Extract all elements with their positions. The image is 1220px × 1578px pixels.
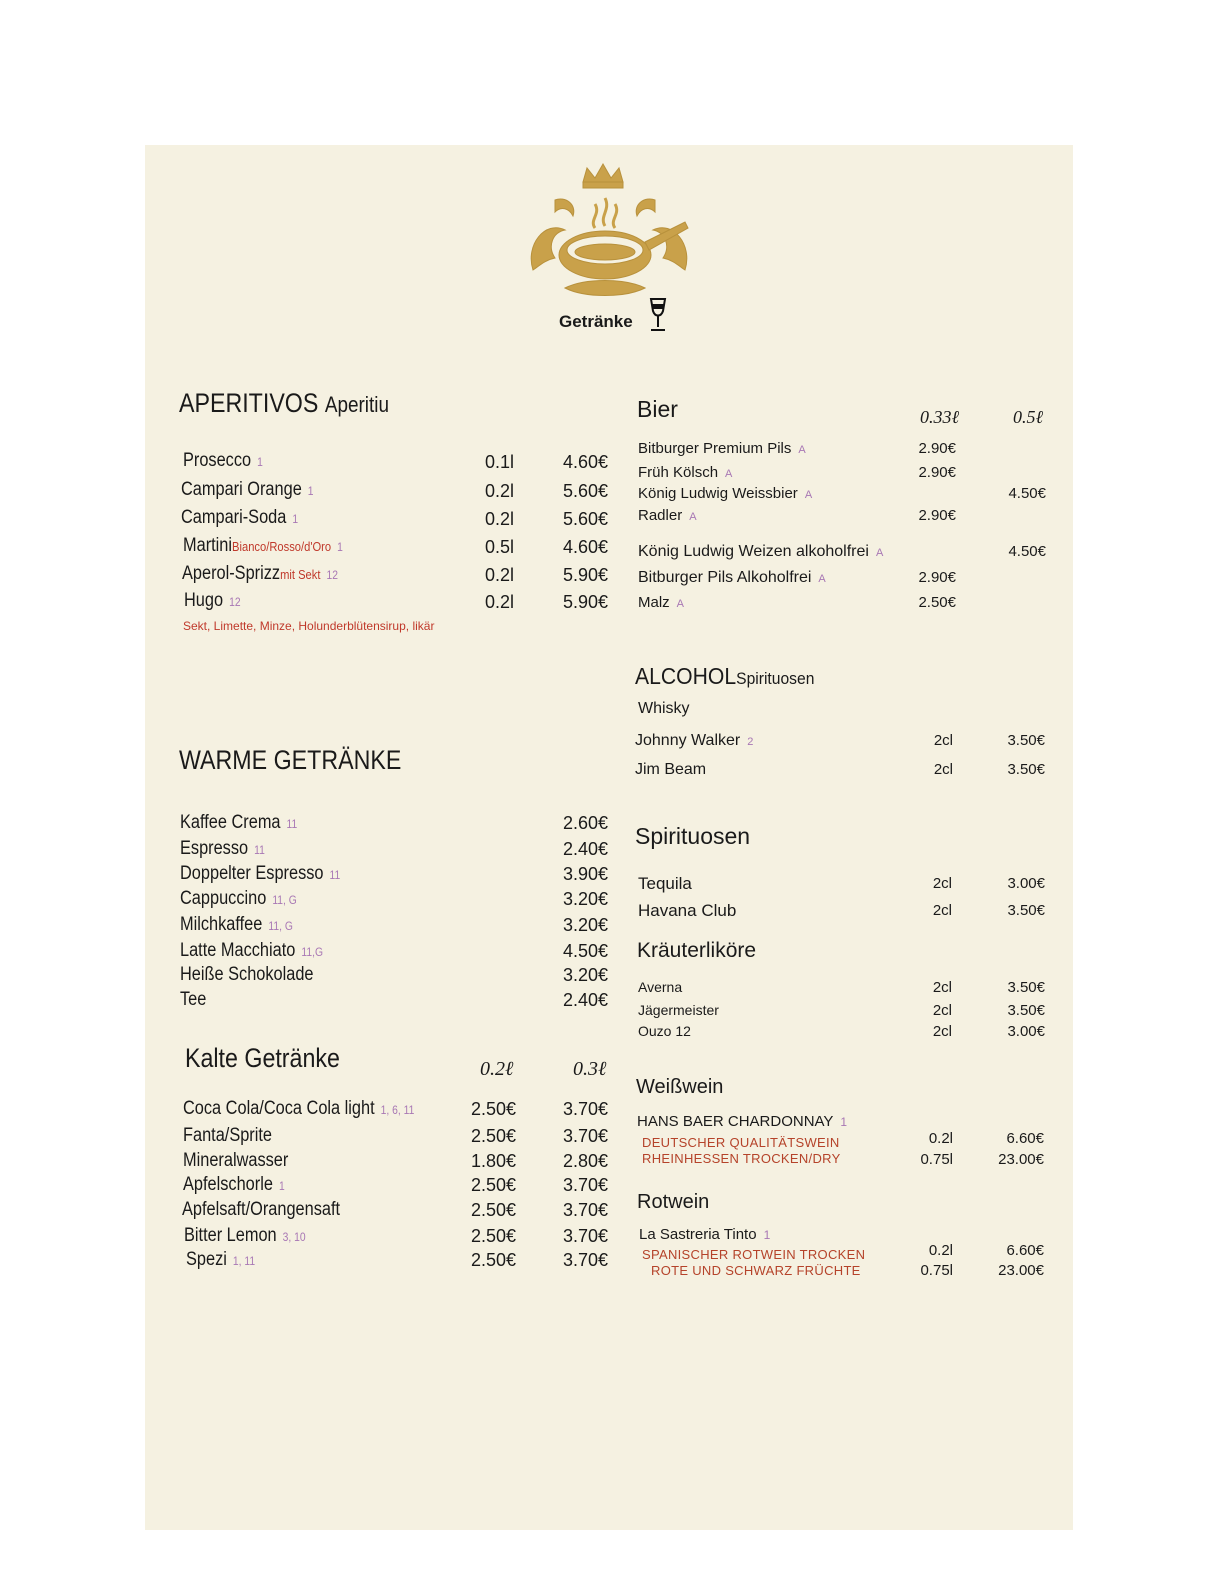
bier-title: Bier bbox=[637, 396, 678, 422]
aperitivo-name: Aperol-Sprizz bbox=[182, 563, 281, 584]
warme-item bbox=[180, 940, 323, 962]
rotwein-title: Rotwein bbox=[637, 1191, 710, 1213]
warme-item bbox=[180, 989, 206, 1011]
warme-item bbox=[180, 888, 297, 910]
aperitivo-item bbox=[181, 479, 314, 501]
warme-allergen: 11 bbox=[286, 817, 298, 831]
aperitivo-item bbox=[183, 535, 343, 557]
bier-col1-header: 0.33ℓ bbox=[920, 407, 959, 427]
warme-allergen: 11, G bbox=[272, 893, 297, 907]
kalte-name: Mineralwasser bbox=[183, 1150, 289, 1171]
bier-name: Bitburger Premium Pils bbox=[638, 440, 792, 457]
kalte-item bbox=[183, 1125, 272, 1147]
kalte-price-03: 3.70€ bbox=[562, 1099, 608, 1119]
kraeuter-price: 3.50€ bbox=[1007, 1002, 1045, 1019]
bier-name: Bitburger Pils Alkoholfrei bbox=[638, 569, 812, 586]
bier-item bbox=[638, 485, 812, 502]
bier-price-05: 4.50€ bbox=[1008, 543, 1046, 560]
spirituose-vol: 2cl bbox=[932, 875, 952, 892]
spirituose-vol: 2cl bbox=[932, 902, 952, 919]
aperitivo-allergen: 1 bbox=[257, 455, 263, 469]
warme-price: 2.60€ bbox=[562, 813, 608, 833]
logo-label: Getränke bbox=[559, 312, 633, 331]
whisky-vol: 2cl bbox=[933, 761, 953, 778]
warme-name: Milchkaffee bbox=[180, 914, 263, 935]
warme-price: 3.20€ bbox=[562, 915, 608, 935]
whisky-price: 3.50€ bbox=[1007, 732, 1045, 749]
kalte-name: Bitter Lemon bbox=[184, 1225, 277, 1246]
kraeuter-price: 3.50€ bbox=[1007, 979, 1045, 996]
whisky-label: Whisky bbox=[638, 700, 690, 717]
aperitivo-price: 4.60€ bbox=[562, 537, 608, 557]
weisswein-name: HANS BAER CHARDONNAY 1 bbox=[637, 1113, 848, 1130]
aperitivo-vol: 0.2l bbox=[485, 509, 515, 529]
warme-item bbox=[180, 863, 340, 885]
bier-price-033: 2.90€ bbox=[918, 569, 956, 586]
aperitivo-price: 4.60€ bbox=[562, 452, 608, 472]
aperitivo-item bbox=[181, 507, 298, 529]
warme-price: 3.90€ bbox=[562, 864, 608, 884]
kalte-item bbox=[183, 1150, 288, 1172]
aperitivo-name: Campari-Soda bbox=[181, 507, 287, 528]
aperitivo-allergen: 12 bbox=[326, 568, 338, 582]
kraeuter-price: 3.00€ bbox=[1007, 1023, 1045, 1040]
warme-price: 3.20€ bbox=[562, 965, 608, 985]
warme-item bbox=[180, 964, 314, 986]
kraeuter-name: Jägermeister bbox=[638, 1002, 719, 1018]
aperitivo-allergen: 12 bbox=[229, 595, 241, 609]
weisswein-vol2: 0.75l bbox=[920, 1151, 953, 1168]
kalte-allergen: 3, 10 bbox=[282, 1230, 306, 1244]
kalte-item bbox=[186, 1249, 255, 1271]
kraeuter-vol: 2cl bbox=[932, 1002, 952, 1019]
warme-price: 4.50€ bbox=[562, 941, 608, 961]
warme-name: Latte Macchiato bbox=[180, 940, 296, 961]
bier-item bbox=[638, 594, 684, 611]
aperitivo-vol: 0.2l bbox=[485, 565, 515, 585]
warme-allergen: 11 bbox=[254, 843, 265, 857]
bier-col2-header: 0.5ℓ bbox=[1013, 407, 1043, 427]
bier-price-05: 4.50€ bbox=[1008, 485, 1046, 502]
weisswein-price1: 6.60€ bbox=[1006, 1130, 1044, 1147]
whisky-name: Johnny Walker bbox=[635, 732, 741, 749]
whisky-name: Jim Beam bbox=[635, 761, 707, 778]
bier-allergen: A bbox=[798, 444, 806, 456]
bier-price-033: 2.90€ bbox=[918, 464, 956, 481]
rotwein-vol2: 0.75l bbox=[920, 1262, 953, 1279]
kalte-price-02: 2.50€ bbox=[470, 1200, 516, 1220]
warme-title: WARME GETRÄNKE bbox=[179, 745, 402, 775]
warme-price: 2.40€ bbox=[562, 990, 608, 1010]
warme-name: Cappuccino bbox=[180, 888, 267, 909]
bier-item bbox=[638, 543, 883, 561]
kalte-allergen: 1, 6, 11 bbox=[380, 1103, 415, 1117]
weisswein-vol1: 0.2l bbox=[928, 1130, 953, 1147]
bier-price-033: 2.90€ bbox=[918, 507, 956, 524]
bier-name: König Ludwig Weizen alkoholfrei bbox=[638, 543, 869, 560]
kalte-title: Kalte Getränke bbox=[185, 1043, 340, 1073]
rotwein-vol1: 0.2l bbox=[928, 1242, 953, 1259]
kalte-col2-header: 0.3ℓ bbox=[573, 1058, 607, 1080]
bier-name: Malz bbox=[638, 594, 670, 611]
weisswein-price2: 23.00€ bbox=[998, 1151, 1044, 1168]
kalte-price-03: 3.70€ bbox=[562, 1126, 608, 1146]
bier-item bbox=[638, 569, 826, 587]
spirituosen-title: Spirituosen bbox=[635, 823, 751, 849]
warme-item bbox=[180, 914, 293, 936]
aperitivo-note: Bianco/Rosso/d'Oro bbox=[232, 539, 332, 554]
kalte-name: Apfelschorle bbox=[183, 1174, 273, 1195]
spirituose-price: 3.50€ bbox=[1007, 902, 1045, 919]
rotwein-desc2: ROTE UND SCHWARZ FRÜCHTE bbox=[651, 1263, 861, 1278]
aperitivo-name: Martini bbox=[183, 535, 233, 556]
kraeuter-name: Ouzo 12 bbox=[638, 1023, 691, 1039]
aperitivo-vol: 0.2l bbox=[485, 592, 515, 612]
kalte-price-02: 1.80€ bbox=[470, 1151, 516, 1171]
aperitivo-price: 5.60€ bbox=[562, 509, 608, 529]
kalte-item bbox=[183, 1098, 414, 1120]
kalte-price-03: 3.70€ bbox=[562, 1226, 608, 1246]
kraeuter-vol: 2cl bbox=[932, 979, 952, 996]
aperitivo-item bbox=[184, 590, 241, 612]
kraeuter-name: Averna bbox=[638, 979, 683, 995]
bier-price-033: 2.90€ bbox=[918, 440, 956, 457]
kalte-price-03: 3.70€ bbox=[562, 1250, 608, 1270]
whisky-vol: 2cl bbox=[933, 732, 953, 749]
whisky-item bbox=[635, 761, 706, 779]
whisky-item bbox=[635, 732, 753, 750]
warme-price: 3.20€ bbox=[562, 889, 608, 909]
kalte-allergen: 1 bbox=[278, 1179, 285, 1193]
kalte-price-03: 3.70€ bbox=[562, 1175, 608, 1195]
kalte-name: Spezi bbox=[186, 1249, 227, 1270]
aperitivo-vol: 0.2l bbox=[485, 481, 515, 501]
spirituose-price: 3.00€ bbox=[1007, 875, 1045, 892]
kalte-name: Coca Cola/Coca Cola light bbox=[183, 1098, 375, 1119]
alcohol-title: ALCOHOLSpirituosen bbox=[635, 663, 815, 689]
bier-allergen: A bbox=[676, 598, 685, 610]
spirituose-name: Havana Club bbox=[638, 901, 737, 920]
bier-allergen: A bbox=[818, 573, 826, 585]
rotwein-name: La Sastreria Tinto 1 bbox=[639, 1226, 771, 1243]
kalte-name: Apfelsaft/Orangensaft bbox=[182, 1199, 341, 1220]
aperitivo-price: 5.90€ bbox=[562, 565, 608, 585]
kraeuter-vol: 2cl bbox=[932, 1023, 952, 1040]
warme-item bbox=[180, 838, 265, 860]
kalte-price-02: 2.50€ bbox=[470, 1099, 516, 1119]
kalte-price-02: 2.50€ bbox=[470, 1126, 516, 1146]
aperitivo-allergen: 1 bbox=[292, 512, 299, 526]
warme-price: 2.40€ bbox=[562, 839, 608, 859]
bier-allergen: A bbox=[725, 468, 733, 480]
menu-page bbox=[145, 145, 1073, 1530]
kalte-price-02: 2.50€ bbox=[470, 1226, 516, 1246]
bier-item bbox=[638, 507, 697, 524]
warme-name: Espresso bbox=[180, 838, 249, 859]
kalte-price-02: 2.50€ bbox=[470, 1175, 516, 1195]
rotwein-price2: 23.00€ bbox=[998, 1262, 1044, 1279]
kalte-col1-header: 0.2ℓ bbox=[480, 1058, 514, 1080]
wine-glass-icon bbox=[645, 297, 671, 335]
kraeuter-title: Kräuterliköre bbox=[637, 939, 757, 962]
aperitivo-allergen: 1 bbox=[307, 484, 314, 498]
warme-name: Doppelter Espresso bbox=[180, 863, 324, 884]
bier-item bbox=[638, 440, 806, 457]
weisswein-title: Weißwein bbox=[636, 1076, 724, 1098]
kalte-name: Fanta/Sprite bbox=[183, 1125, 273, 1146]
warme-allergen: 11, G bbox=[268, 919, 293, 933]
whisky-price: 3.50€ bbox=[1007, 761, 1045, 778]
warme-allergen: 11,G bbox=[301, 945, 323, 959]
aperitivo-price: 5.90€ bbox=[562, 592, 608, 612]
aperitivo-vol: 0.1l bbox=[485, 452, 515, 472]
warme-name: Kaffee Crema bbox=[180, 812, 281, 833]
rotwein-desc1: SPANISCHER ROTWEIN TROCKEN bbox=[642, 1247, 866, 1262]
weisswein-desc2: RHEINHESSEN TROCKEN/DRY bbox=[642, 1151, 841, 1166]
spirituose-name: Tequila bbox=[638, 874, 692, 893]
aperitivo-item bbox=[183, 450, 263, 472]
bier-price-033: 2.50€ bbox=[918, 594, 956, 611]
bier-name: Früh Kölsch bbox=[638, 464, 719, 481]
kalte-item bbox=[182, 1199, 340, 1221]
aperitivo-item bbox=[182, 563, 338, 585]
bier-name: König Ludwig Weissbier bbox=[638, 485, 798, 502]
kalte-item bbox=[183, 1174, 285, 1196]
kalte-price-03: 3.70€ bbox=[562, 1200, 608, 1220]
warme-name: Tee bbox=[180, 989, 207, 1010]
bier-allergen: A bbox=[804, 489, 813, 501]
whisky-allergen: 2 bbox=[747, 736, 754, 748]
aperitivos-title: APERITIVOS Aperitiu bbox=[179, 388, 389, 418]
bier-allergen: A bbox=[875, 547, 884, 559]
aperitivo-name: Campari Orange bbox=[181, 479, 302, 500]
rotwein-price1: 6.60€ bbox=[1006, 1242, 1044, 1259]
kalte-allergen: 1, 11 bbox=[232, 1254, 256, 1268]
kalte-price-03: 2.80€ bbox=[562, 1151, 608, 1171]
aperitivo-vol: 0.5l bbox=[485, 537, 515, 557]
bier-item bbox=[638, 464, 732, 481]
warme-item bbox=[180, 812, 297, 834]
kalte-item bbox=[184, 1225, 306, 1247]
warme-name: Heiße Schokolade bbox=[180, 964, 314, 985]
warme-allergen: 11 bbox=[329, 868, 341, 882]
aperitivo-price: 5.60€ bbox=[562, 481, 608, 501]
hugo-description: Sekt, Limette, Minze, Holunderblütensirup, likär bbox=[183, 619, 435, 633]
bier-name: Radler bbox=[638, 507, 683, 524]
weisswein-desc1: DEUTSCHER QUALITÄTSWEIN bbox=[642, 1135, 840, 1150]
crown-pan-logo-icon bbox=[525, 160, 695, 310]
kalte-price-02: 2.50€ bbox=[470, 1250, 516, 1270]
bier-allergen: A bbox=[689, 511, 697, 523]
aperitivo-name: Prosecco bbox=[183, 450, 252, 471]
aperitivo-allergen: 1 bbox=[337, 540, 343, 554]
aperitivo-note: mit Sekt bbox=[280, 567, 321, 582]
aperitivo-name: Hugo bbox=[184, 590, 224, 611]
